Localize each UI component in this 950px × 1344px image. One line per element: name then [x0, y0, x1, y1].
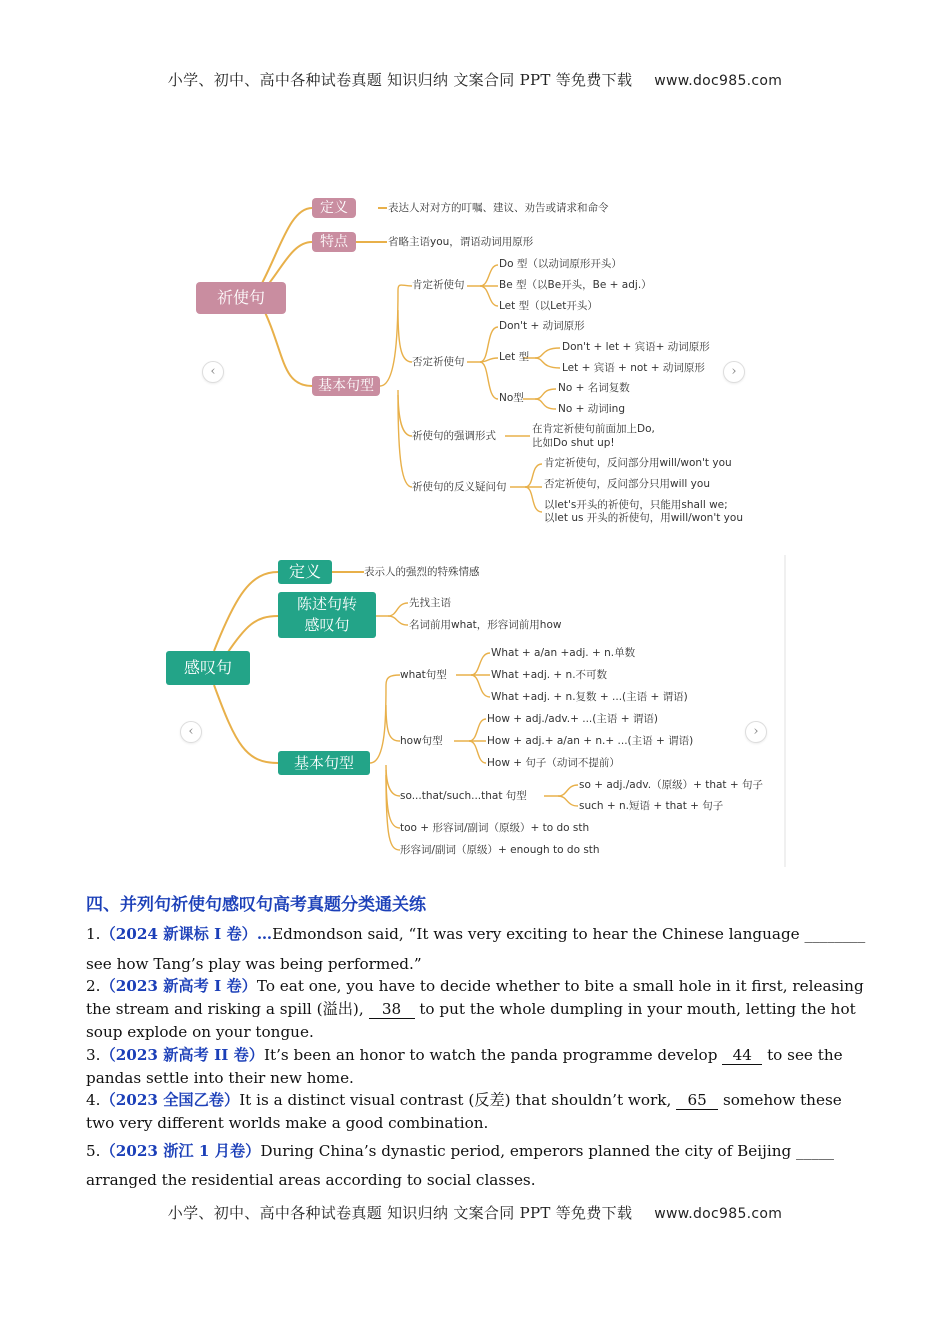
imperative-feature-text: 省略主语you，谓语动词用原形	[388, 236, 534, 248]
mindmap-imperative	[190, 190, 760, 535]
question-text: It’s been an honor to watch the panda programme develop	[263, 1046, 723, 1064]
question-blank[interactable]: 44	[722, 1047, 762, 1065]
footer-text: 小学、初中、高中各种试卷真题 知识归纳 文案合同 PPT 等免费下载	[167, 1204, 633, 1222]
question-5	[86, 1137, 866, 1195]
footer-site-link[interactable]: www.doc985.com	[654, 1206, 783, 1222]
exclamatory-definition-text: 表示人的强烈的特殊情感	[364, 566, 480, 578]
so-such-pattern-label: so...that/such...that 句型	[400, 790, 527, 802]
how-item: How + adj.+ a/an + n.+ ...(主语 + 谓语)	[487, 735, 694, 747]
negative-no-item: No + 名词复数	[558, 382, 630, 394]
negative-imperative-label: 否定祈使句	[412, 356, 465, 368]
tag-question-item: 以let us 开头的祈使句，用will/won't you	[544, 512, 743, 524]
question-number: 4.	[86, 1091, 101, 1109]
negative-no-label: No型	[499, 392, 524, 404]
exclamatory-convert-node	[278, 592, 376, 638]
chevron-right-icon[interactable]: ›	[723, 361, 745, 383]
imperative-root-node: 祈使句	[196, 282, 286, 314]
emphasis-label: 祈使句的强调形式	[412, 430, 496, 442]
question-number: 3.	[86, 1046, 101, 1064]
convert-label-line: 陈述句转	[296, 595, 357, 613]
convert-item: 名词前用what，形容词前用how	[409, 619, 562, 631]
section-title: 四、并列句祈使句感叹句高考真题分类通关练	[86, 895, 426, 915]
question-text-after: arranged the residential areas according to social classes.	[86, 1171, 536, 1189]
positive-item: Do 型（以动词原形开头）	[499, 258, 622, 270]
what-pattern-label: what句型	[400, 669, 447, 681]
question-ellipsis: …	[256, 925, 273, 943]
how-item: How + 句子（动词不提前）	[487, 757, 620, 769]
mindmap-exclamatory	[166, 555, 786, 870]
enough-item: 形容词/副词（原级）+ enough to do sth	[400, 844, 600, 856]
question-text-after: to see the pandas settle into their new home.	[86, 1046, 843, 1087]
question-blank[interactable]: _____	[796, 1142, 835, 1160]
tag-question-item: 以let's开头的祈使句，只能用shall we;	[544, 499, 728, 511]
how-pattern-label: how句型	[400, 735, 443, 747]
chevron-left-icon[interactable]: ‹	[202, 361, 224, 383]
negative-let-item: Don't + let + 宾语+ 动词原形	[562, 341, 710, 353]
question-source-tag: （2024 新课标 I 卷）	[100, 925, 257, 943]
question-source-tag: （2023 浙江 1 月卷）	[100, 1142, 261, 1160]
chevron-right-icon[interactable]: ›	[745, 721, 767, 743]
question-source-tag: （2023 新高考 II 卷）	[100, 1046, 264, 1064]
positive-imperative-label: 肯定祈使句	[412, 279, 465, 291]
tag-question-label: 祈使句的反义疑问句	[412, 481, 507, 493]
question-text-after: to put the whole dumpling in your mouth, letting the hot soup explode on your tongue.	[86, 1000, 856, 1041]
page-footer	[0, 1202, 950, 1223]
what-item: What +adj. + n.不可数	[491, 669, 608, 681]
tag-question-item: 否定祈使句，反问部分只用will you	[544, 478, 710, 490]
question-source-tag: （2023 全国乙卷）	[100, 1091, 240, 1109]
negative-no-item: No + 动词ing	[558, 403, 625, 415]
question-text-after: see how Tang’s play was being performed.”	[86, 955, 422, 973]
tag-question-item: 肯定祈使句，反问部分用will/won't you	[544, 457, 732, 469]
question-number: 5.	[86, 1142, 101, 1160]
convert-label-line: 感叹句	[304, 616, 350, 634]
question-number: 2.	[86, 977, 101, 995]
exclamatory-root-node: 感叹句	[166, 651, 250, 685]
what-item: What +adj. + n.复数 + ...(主语 + 谓语)	[491, 691, 688, 703]
exclamatory-definition-node: 定义	[278, 560, 332, 584]
emphasis-text: 比如Do shut up!	[532, 437, 615, 449]
page-header	[0, 69, 950, 90]
question-text: During China’s dynastic period, emperors planned the city of Beijing	[260, 1142, 797, 1160]
header-text: 小学、初中、高中各种试卷真题 知识归纳 文案合同 PPT 等免费下载	[167, 71, 633, 89]
negative-let-item: Let + 宾语 + not + 动词原形	[562, 362, 705, 374]
question-blank[interactable]: 38	[369, 1001, 415, 1019]
convert-item: 先找主语	[409, 597, 451, 609]
what-item: What + a/an +adj. + n.单数	[491, 647, 636, 659]
imperative-pattern-node: 基本句型	[312, 376, 380, 396]
question-text-after: somehow these two very different worlds make a good combination.	[86, 1091, 842, 1132]
question-blank[interactable]: ________	[804, 925, 866, 943]
question-3	[86, 1044, 866, 1090]
so-such-item: so + adj./adv.（原级）+ that + 句子	[579, 779, 764, 791]
positive-item: Let 型（以Let开头）	[499, 300, 598, 312]
question-number: 1.	[86, 925, 101, 943]
question-blank[interactable]: 65	[676, 1092, 718, 1110]
question-text: Edmondson said, “It was very exciting to hear the Chinese language	[272, 925, 805, 943]
question-text: To eat one, you have to decide whether to bite a small hole in it first, releasing the stream and risking a spill (溢出),	[86, 977, 864, 1018]
question-2	[86, 975, 866, 1044]
emphasis-text: 在肯定祈使句前面加上Do,	[532, 423, 655, 435]
question-1	[86, 919, 866, 979]
so-such-item: such + n.短语 + that + 句子	[579, 800, 724, 812]
too-to-item: too + 形容词/副词（原级）+ to do sth	[400, 822, 590, 834]
negative-let-label: Let 型	[499, 351, 530, 363]
imperative-feature-node: 特点	[312, 232, 356, 252]
header-site-link[interactable]: www.doc985.com	[654, 73, 783, 89]
question-4	[86, 1089, 866, 1135]
question-text: It is a distinct visual contrast (反差) that shouldn’t work,	[239, 1091, 677, 1109]
how-item: How + adj./adv.+ ...(主语 + 谓语)	[487, 713, 658, 725]
chevron-left-icon[interactable]: ‹	[180, 721, 202, 743]
exclamatory-pattern-node: 基本句型	[278, 751, 370, 775]
negative-dont-item: Don't + 动词原形	[499, 320, 585, 332]
imperative-definition-text: 表达人对对方的叮嘱、建议、劝告或请求和命令	[388, 202, 609, 214]
positive-item: Be 型（以Be开头，Be + adj.）	[499, 279, 652, 291]
imperative-definition-node: 定义	[312, 198, 356, 218]
question-source-tag: （2023 新高考 I 卷）	[100, 977, 257, 995]
